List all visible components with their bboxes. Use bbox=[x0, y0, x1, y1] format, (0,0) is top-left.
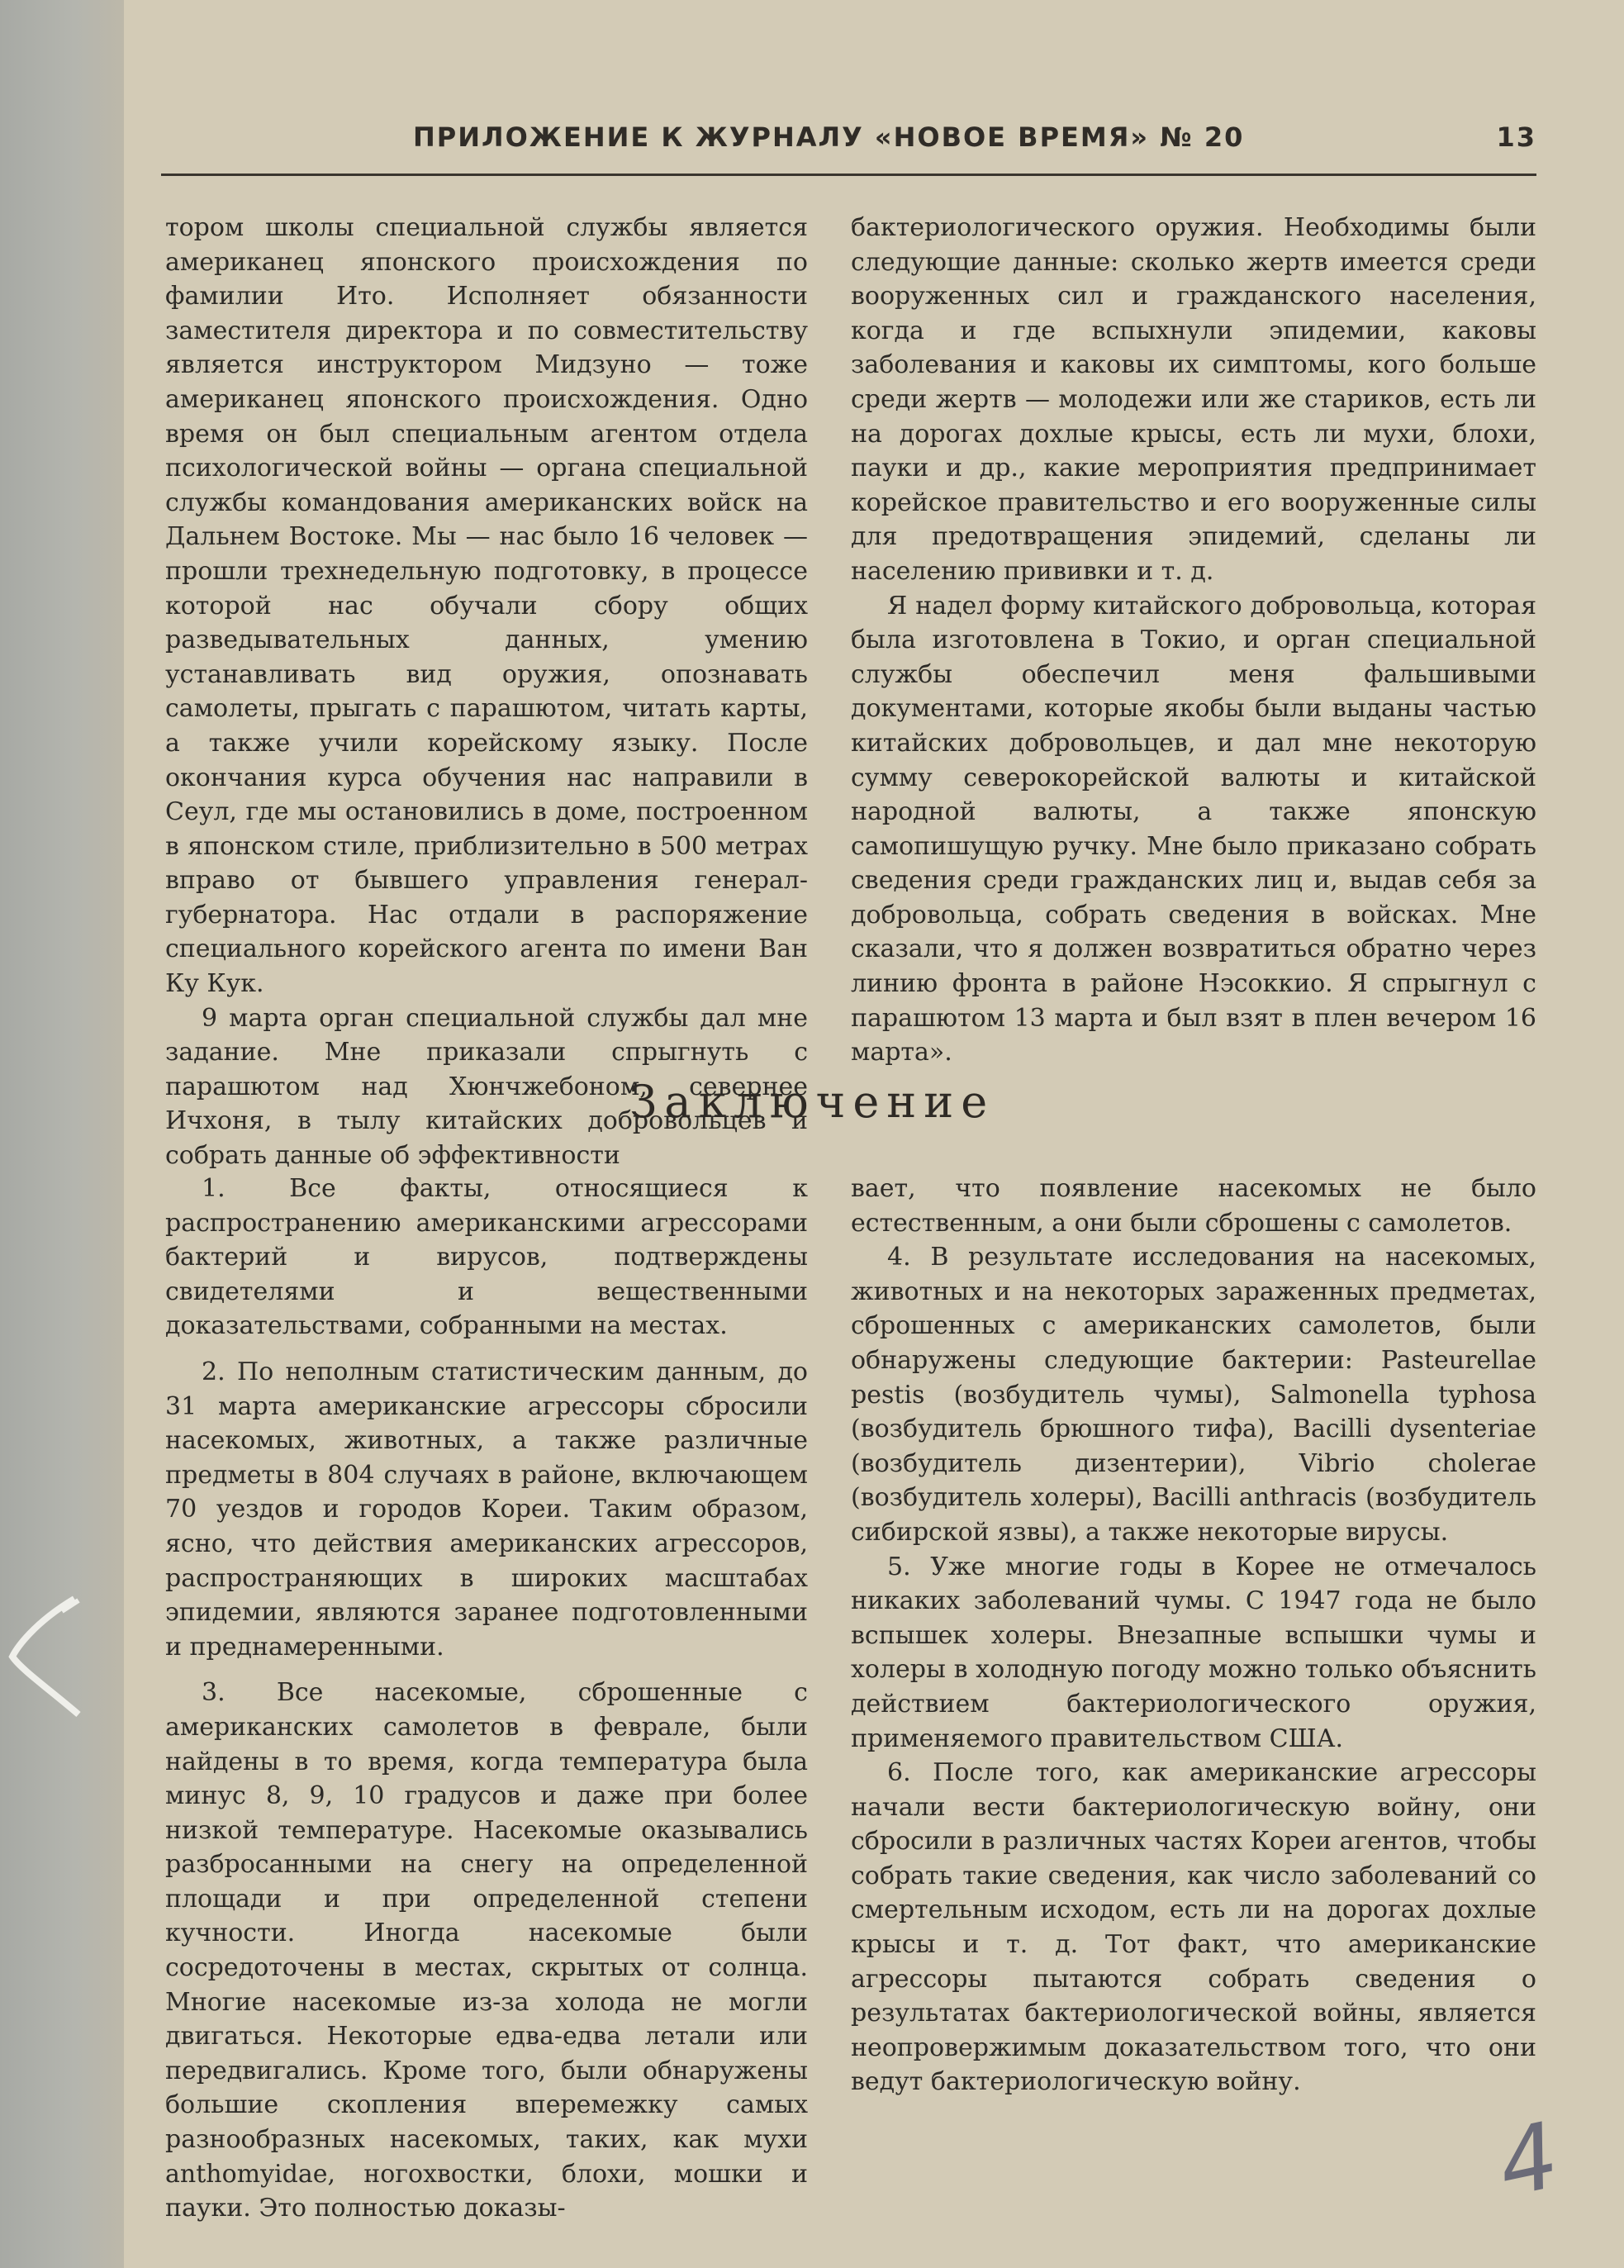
top-left-column bbox=[165, 211, 808, 1173]
conclusion-point-6: 6. После того, как американские агрессоры начали вести бактериологическую войну, они сбросили в различных частях Кореи агентов, чтобы собрать такие сведения, как число заболеваний со смертельным исходом, есть ли на дорогах дохлые крысы и т. д. Тот факт, что американские агрессоры пытаются собрать сведения о результатах бактериологической войны, является неопровержимым доказательством того, что они ведут бактериологическую войну. bbox=[851, 1758, 1536, 2097]
top-right-column bbox=[851, 211, 1536, 1070]
conclusion-left-column bbox=[165, 1172, 808, 2237]
page-number: 13 bbox=[1496, 121, 1536, 153]
conclusion-title: Заключение bbox=[629, 1076, 995, 1128]
paragraph: вает, что появление насекомых не было естественным, а они были сброшены с самолетов. bbox=[851, 1174, 1536, 1238]
paragraph: Я надел форму китайского добровольца, которая была изготовлена в Токио, и орган специальной службы обеспечил меня фальшивыми документами, которые якобы были выданы частью китайских добровольцев, и дал мне некоторую сумму северокорейской валюты и китайской народной валюты, а также японскую самопишущую ручку. Мне было приказано собрать сведения среди гражданских лиц и, выдав себя за добровольца, собрать сведения в войсках. Мне сказали, что я должен возвратиться обратно через линию фронта в районе Нэсоккио. Я спрыгнул с парашютом 13 марта и был взят в плен вечером 16 марта». bbox=[851, 591, 1536, 1067]
paragraph: 9 марта орган специальной службы дал мне задание. Мне приказали спрыгнуть с парашютом над Хюнчжебоном, севернее Ичхоня, в тылу китайских добровольцев и собрать данные об эффективности bbox=[165, 1003, 808, 1171]
conclusion-point-2: 2. По неполным статистическим данным, до 31 марта американские агрессоры сбросили насекомых, животных, а также различные предметы в 804 случаях в районе, включающем 70 уездов и городов Кореи. Таким образом, ясно, что действия американских агрессоров, распространяющих в широких масштабах эпидемии, являются заранее подготовленными и преднамеренными. bbox=[165, 1357, 808, 1662]
header-rule bbox=[161, 174, 1536, 176]
binding-strip bbox=[0, 0, 124, 2268]
handwritten-page-mark: 4 bbox=[1489, 2102, 1568, 2218]
paragraph: бактериологического оружия. Необходимы были следующие данные: сколько жертв имеется среди вооруженных сил и гражданского населения, когда и где вспыхнули эпидемии, каковы заболевания и каковы их симптомы, кого больше среди жертв — молодежи или же стариков, есть ли на дорогах дохлые крысы, есть ли мухи, блохи, пауки и др., какие мероприятия предпринимает корейское правительство и его вооруженные силы для предотвращения эпидемий, сделаны ли населению прививки и т. д. bbox=[851, 213, 1536, 586]
paragraph: тором школы специальной службы является американец японского происхождения по фамилии Ито. Исполняет обязанности заместителя директора и по совместительству является инструктором Мидзуно — тоже американец японского происхождения. Одно время он был специальным агентом отдела психологической войны — органа специальной службы командования американских войск на Дальнем Востоке. Мы — нас было 16 человек — прошли трехнедельную подготовку, в процессе которой нас обучали сбору общих разведывательных данных, умению устанавливать вид оружия, опознавать самолеты, прыгать с парашютом, читать карты, а также учили корейскому языку. После окончания курса обучения нас направили в Сеул, где мы остановились в доме, построенном в японском стиле, приблизительно в 500 метрах вправо от бывшего управления генерал-губернатора. Нас отдали в распоряжение специального корейского агента по имени Ван Ку Кук. bbox=[165, 213, 808, 999]
conclusion-point-1: 1. Все факты, относящиеся к распространению американскими агрессорами бактерий и вирусов, подтверждены свидетелями и вещественными доказательствами, собранными на местах. bbox=[165, 1174, 808, 1341]
staple-clip-mark bbox=[0, 1590, 91, 1723]
conclusion-point-3: 3. Все насекомые, сброшенные с американских самолетов в феврале, были найдены в то время, когда температура была минус 8, 9, 10 градусов и даже при более низкой температуре. Насекомые оказывались разбросанными на снегу на определенной площади и при определенной степени кучности. Иногда насекомые были сосредоточены в местах, скрытых от солнца. Многие насекомые из-за холода не могли двигаться. Некоторые едва-едва летали или передвигались. Кроме того, были обнаружены большие скопления вперемежку самых разнообразных насекомых, таких, как мухи anthomyidae, ногохвостки, блохи, мошки и пауки. Это полностью доказы- bbox=[165, 1678, 808, 2223]
conclusion-right-column bbox=[851, 1172, 1536, 2099]
running-header bbox=[413, 121, 1536, 163]
header-title: ПРИЛОЖЕНИЕ К ЖУРНАЛУ «НОВОЕ ВРЕМЯ» № 20 bbox=[413, 121, 1245, 153]
conclusion-point-4: 4. В результате исследования на насекомых, животных и на некоторых зараженных предметах, сброшенных с американских самолетов, были обнаружены следующие бактерии: Pasteurellae pestis (возбудитель чумы), Salmonella typhosa (возбудитель брюшного тифа), Bacilli dysenteriae (возбудитель дизентерии), Vibrio cholerae (возбудитель холеры), Bacilli anthracis (возбудитель сибирской язвы), а также некоторые вирусы. bbox=[851, 1243, 1536, 1547]
conclusion-point-5: 5. Уже многие годы в Корее не отмечалось никаких заболеваний чумы. С 1947 года не было вспышек холеры. Внезапные вспышки чумы и холеры в холодную погоду можно только объяснить действием бактериологического оружия, применяемого правительством США. bbox=[851, 1552, 1536, 1753]
